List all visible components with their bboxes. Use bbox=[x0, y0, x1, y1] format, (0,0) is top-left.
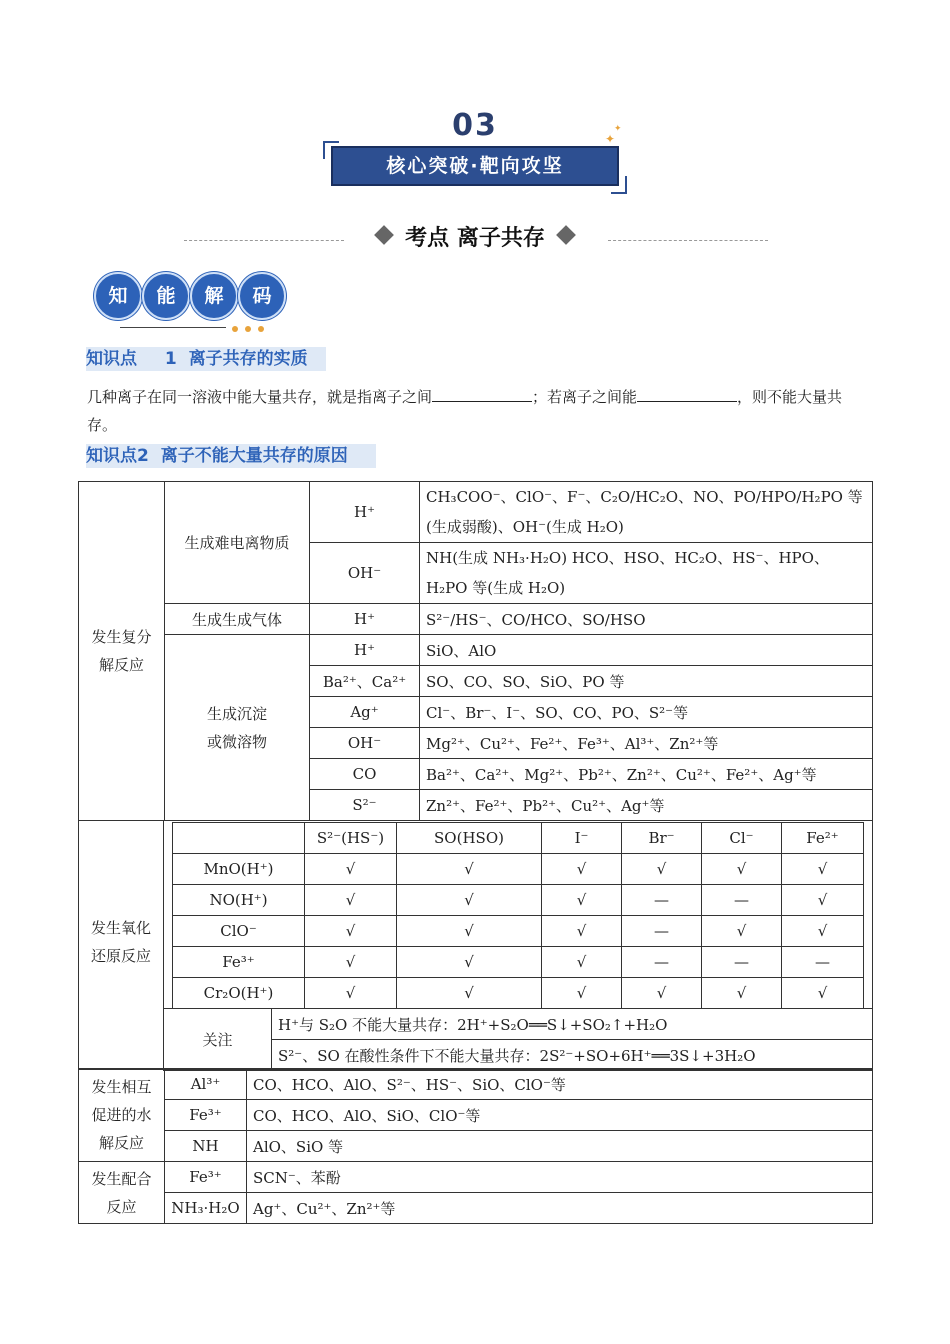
category-fufen bbox=[79, 482, 165, 821]
redox-cell: √ bbox=[782, 916, 864, 947]
kaodian-title bbox=[0, 221, 950, 252]
redox-cell: √ bbox=[397, 854, 542, 885]
reaction-cell: NH(生成 NH₃·H₂O) HCO、HSO、HC₂O、HS⁻、HPO、H₂PO 等(生成 H₂O) bbox=[420, 543, 873, 604]
redox-cell: — bbox=[622, 947, 702, 978]
reaction-cell: CO、HCO、AlO、S²⁻、HS⁻、SiO、ClO⁻等 bbox=[247, 1069, 873, 1100]
redox-header: I⁻ bbox=[542, 823, 622, 854]
badge-jie: 解 bbox=[190, 272, 238, 320]
metathesis-table bbox=[78, 481, 873, 821]
badge-neng: 能 bbox=[142, 272, 190, 320]
redox-header bbox=[173, 823, 305, 854]
ion-cell: Ba²⁺、Ca²⁺ bbox=[310, 666, 420, 697]
ion-cell: H⁺ bbox=[310, 635, 420, 666]
section-banner: 核心突破·靶向攻坚 bbox=[331, 146, 619, 186]
ion-cell: Fe³⁺ bbox=[165, 1100, 247, 1131]
group-text: 生成沉淀或微溶物 bbox=[206, 704, 267, 751]
redox-oxidant: NO(H⁺) bbox=[173, 885, 305, 916]
redox-cell: √ bbox=[702, 854, 782, 885]
redox-header: S²⁻(HS⁻) bbox=[305, 823, 397, 854]
chapter-number: 03 bbox=[452, 108, 498, 143]
redox-cell: √ bbox=[305, 947, 397, 978]
section-label: 知识点 bbox=[86, 349, 137, 369]
redox-cell: — bbox=[622, 916, 702, 947]
redox-oxidant: Cr₂O(H⁺) bbox=[173, 978, 305, 1009]
redox-header: Fe²⁺ bbox=[782, 823, 864, 854]
reaction-cell: Cl⁻、Br⁻、I⁻、SO、CO、PO、S²⁻等 bbox=[420, 697, 873, 728]
para-text-2: ；若离子之间能 bbox=[532, 388, 638, 406]
redox-table bbox=[172, 822, 864, 1009]
dot bbox=[258, 326, 264, 332]
section-label: 知识点2 bbox=[86, 446, 149, 466]
reaction-cell: SiO、AlO bbox=[420, 635, 873, 666]
redox-cell: √ bbox=[782, 885, 864, 916]
category-text: 发生复分解反应 bbox=[91, 628, 152, 674]
category-complex bbox=[79, 1162, 165, 1224]
fill-blank-2 bbox=[637, 387, 737, 402]
redox-cell: √ bbox=[782, 978, 864, 1009]
reaction-cell: S²⁻/HS⁻、CO/HCO、SO/HSO bbox=[420, 604, 873, 635]
ion-cell: Ag⁺ bbox=[310, 697, 420, 728]
redox-oxidant: Fe³⁺ bbox=[173, 947, 305, 978]
reaction-cell: SO、CO、SO、SiO、PO 等 bbox=[420, 666, 873, 697]
redox-cell: √ bbox=[542, 885, 622, 916]
paragraph bbox=[87, 383, 867, 439]
badge-ma: 码 bbox=[238, 272, 286, 320]
redox-cell: — bbox=[782, 947, 864, 978]
redox-cell: √ bbox=[542, 854, 622, 885]
redox-cell: — bbox=[702, 947, 782, 978]
ion-cell: H⁺ bbox=[310, 604, 420, 635]
hydrolysis-complex-table bbox=[78, 1068, 873, 1224]
badge-underline bbox=[120, 327, 226, 328]
redox-cell: √ bbox=[622, 978, 702, 1009]
reaction-cell: Mg²⁺、Cu²⁺、Fe²⁺、Fe³⁺、Al³⁺、Zn²⁺等 bbox=[420, 728, 873, 759]
redox-oxidant: ClO⁻ bbox=[173, 916, 305, 947]
redox-cell: √ bbox=[542, 916, 622, 947]
redox-cell: √ bbox=[397, 916, 542, 947]
redox-cell: √ bbox=[702, 916, 782, 947]
reaction-cell: AlO、SiO 等 bbox=[247, 1131, 873, 1162]
section-title: 离子共存的实质 bbox=[188, 349, 308, 369]
group-chendian bbox=[165, 635, 310, 821]
redox-notes bbox=[163, 1008, 873, 1071]
ion-cell: OH⁻ bbox=[310, 728, 420, 759]
para-text-1: 几种离子在同一溶液中能大量共存，就是指离子之间 bbox=[87, 388, 433, 406]
redox-cell: — bbox=[702, 885, 782, 916]
sparkle-icon: ✦ bbox=[605, 132, 616, 146]
redox-header: SO(HSO) bbox=[397, 823, 542, 854]
ion-cell: NH bbox=[165, 1131, 247, 1162]
reaction-cell: CH₃COO⁻、ClO⁻、F⁻、C₂O/HC₂O、NO、PO/HPO/H₂PO 等(生成弱酸)、OH⁻(生成 H₂O) bbox=[420, 482, 873, 543]
note-text: S²⁻、SO 在酸性条件下不能大量共存：2S²⁻+SO+6H⁺══3S↓+3H₂O bbox=[272, 1040, 873, 1071]
note-text: H⁺与 S₂O 不能大量共存：2H⁺+S₂O══S↓+SO₂↑+H₂O bbox=[272, 1009, 873, 1040]
section-heading-2 bbox=[86, 444, 376, 468]
reaction-cell: SCN⁻、苯酚 bbox=[247, 1162, 873, 1193]
section-title: 离子不能大量共存的原因 bbox=[160, 446, 348, 466]
category-redox bbox=[82, 914, 160, 970]
redox-header: Cl⁻ bbox=[702, 823, 782, 854]
redox-cell: √ bbox=[305, 916, 397, 947]
reaction-cell: Ag⁺、Cu²⁺、Zn²⁺等 bbox=[247, 1193, 873, 1224]
redox-cell: √ bbox=[397, 978, 542, 1009]
ion-cell: NH₃·H₂O bbox=[165, 1193, 247, 1224]
ion-cell: OH⁻ bbox=[310, 543, 420, 604]
redox-cell: √ bbox=[542, 947, 622, 978]
redox-cell: √ bbox=[305, 978, 397, 1009]
dot bbox=[232, 326, 238, 332]
redox-cell: √ bbox=[782, 854, 864, 885]
ion-cell: CO bbox=[310, 759, 420, 790]
category-text: 发生相互促进的水解反应 bbox=[91, 1078, 152, 1152]
ion-cell: S²⁻ bbox=[310, 790, 420, 821]
redox-cell: √ bbox=[622, 854, 702, 885]
kaodian-text: 考点 离子共存 bbox=[405, 226, 545, 251]
section-num: 1 bbox=[164, 349, 177, 369]
para-text-3: ，则不能大量共存。 bbox=[87, 388, 843, 434]
badge-zhi: 知 bbox=[94, 272, 142, 320]
redox-oxidant: MnO(H⁺) bbox=[173, 854, 305, 885]
redox-header: Br⁻ bbox=[622, 823, 702, 854]
ion-cell: H⁺ bbox=[310, 482, 420, 543]
redox-cell: √ bbox=[702, 978, 782, 1009]
category-text: 发生配合反应 bbox=[91, 1169, 152, 1216]
redox-cell: — bbox=[622, 885, 702, 916]
note-label: 关注 bbox=[164, 1009, 272, 1071]
redox-cell: √ bbox=[397, 885, 542, 916]
group-nandianli: 生成难电离物质 bbox=[165, 482, 310, 604]
diamond-icon bbox=[556, 225, 576, 245]
redox-cell: √ bbox=[542, 978, 622, 1009]
section-heading-1 bbox=[86, 347, 326, 371]
category-text: 发生氧化还原反应 bbox=[90, 919, 151, 965]
ion-cell: Fe³⁺ bbox=[165, 1162, 247, 1193]
redox-cell: √ bbox=[305, 885, 397, 916]
fill-blank-1 bbox=[432, 387, 532, 402]
redox-cell: √ bbox=[305, 854, 397, 885]
redox-cell: √ bbox=[397, 947, 542, 978]
ion-cell: Al³⁺ bbox=[165, 1069, 247, 1100]
reaction-cell: Ba²⁺、Ca²⁺、Mg²⁺、Pb²⁺、Zn²⁺、Cu²⁺、Fe²⁺、Ag⁺等 bbox=[420, 759, 873, 790]
diamond-icon bbox=[374, 225, 394, 245]
dot bbox=[245, 326, 251, 332]
group-qiti: 生成生成气体 bbox=[165, 604, 310, 635]
category-hydrolysis bbox=[79, 1069, 165, 1162]
sparkle-icon: ✦ bbox=[614, 124, 622, 134]
reaction-cell: CO、HCO、AlO、SiO、ClO⁻等 bbox=[247, 1100, 873, 1131]
reaction-cell: Zn²⁺、Fe²⁺、Pb²⁺、Cu²⁺、Ag⁺等 bbox=[420, 790, 873, 821]
